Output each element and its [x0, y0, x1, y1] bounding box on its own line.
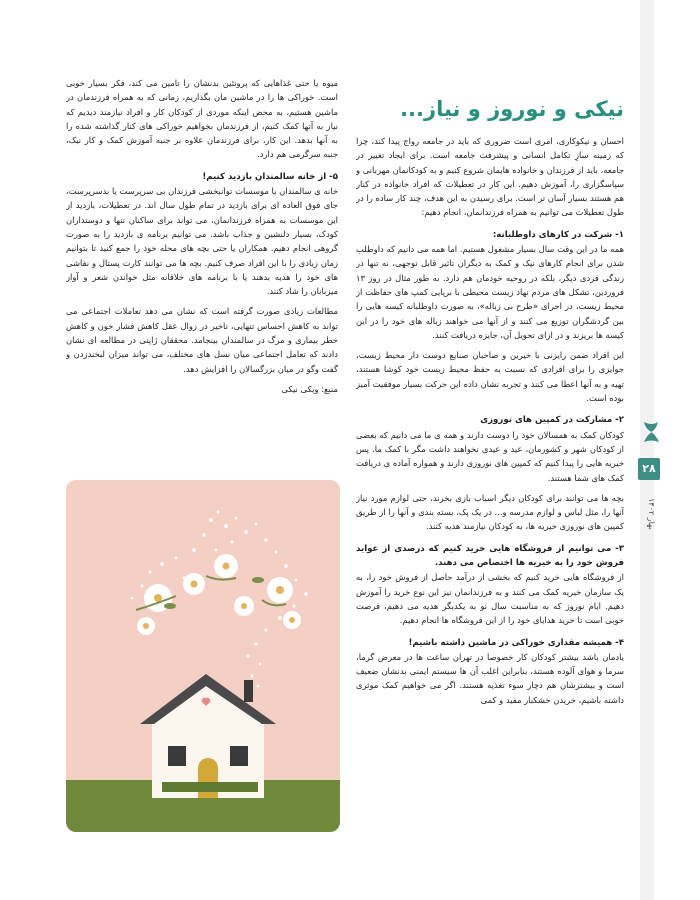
intro-paragraph: احسان و نیکوکاری، امری است ضروری که باید در جامعه رواج پیدا کند، چرا که زمینه سازِ تکامل انسانی و پیشرفت جامعه است. برای ایجاد تغییر در جامعه، باید از فرزندان و خانواده هایمان شروع کنیم و به کودکانمان مهربانی و سپاسگزاری را، آموزش دهیم. این کار در تعطیلات که افراد خانواده در کنار هم هستند بسیار آسان تر است. برای رسیدن به این هدف، چند کار ساده را در طول تعطیلات می توانیم به همراه فرزندانمان، انجام دهیم: — [356, 136, 624, 218]
issue-label: بهار ۱۴۰۲ — [647, 498, 656, 530]
left-column — [66, 76, 338, 476]
section-2-paragraph: کودکان کمک به همسالان خود را دوست دارند و همه ی ما می دانیم که بعضی از کودکان شهر و کشورمان، عید و عیدی نخواهند داشت مگر با کمک ما. پس خیریه هایی را پیدا کنیم که کمپین های نوروزی دارند و همواره آماده ی دریافت کمک های شما هستند. — [356, 429, 624, 483]
section-3-heading: ۳- می توانیم از فروشگاه هایی خرید کنیم که درصدی از عواید فروش خود را به خیریه ها اختصاص می دهند. — [356, 543, 624, 569]
page-number: ۲۸ — [638, 458, 660, 480]
section-2-heading: ۲- مشارکت در کمپین های نوروزی — [480, 415, 624, 426]
section-1-heading: ۱- شرکت در کارهای داوطلبانه: — [492, 229, 624, 240]
section-3-paragraph: از فروشگاه هایی خرید کنیم که بخشی از درآمد حاصل از فروش خود را، به یک سازمان خیریه کمک می کنند و به فرزندانمان نیز این نوع خرید را آموزش دهیم. ایام نوروز که به مناسبت سال نو به یکدیگر هدیه می دهیم، فرصت خوبی است تا خرید هدایای خود را از این فروشگاه ها انجام دهیم. — [356, 572, 624, 626]
right-column — [356, 86, 624, 886]
source-credit: منبع: ویکی نیکی — [281, 383, 338, 394]
magazine-logo-icon — [640, 418, 662, 452]
house-illustration — [66, 480, 340, 832]
house-flowers-image — [66, 480, 340, 832]
section-4-heading: ۴- همیشه مقداری خوراکی در ماشین داشته باشیم! — [408, 637, 624, 648]
section-5-heading: ۵- از خانه سالمندان بازدید کنیم! — [202, 171, 338, 182]
section-5-paragraph-2: مطالعات زیادی صورت گرفته است که نشان می دهد تعاملات اجتماعی می تواند به کاهش احساس تنهایی، تاخیر در زوال عقل کاهش فشار خون و کاهش خطر بیماری و مرگ در سالمندان بینجامد. محققان ژاپنی در مطالعه ای نشان دادند که تعامل اجتماعی میان نسل های مختلف، می تواند میزان لبخندزدن و گفت وگو در میان بزرگسالان را افزایش دهد. — [66, 306, 338, 374]
section-4-paragraph: یادمان باشد بیشتر کودکان کار خصوصا در تهران ساعت ها در معرض گرما، سرما و هوای آلوده هستند، بنابراین اغلب آن ها سیستم ایمنی بدنشان ضعیف است و بیشترشان هم دچار سوء تغذیه هستند. اگر می خواهیم کمک موثری داشته باشیم، خریدن خشکبار مفید و کمی — [356, 651, 624, 705]
section-1-paragraph: همه ما در این وقت سال بسیار مشغول هستیم. اما همه می دانیم که داوطلب شدن برای انجام کارهای نیک و کمک به دیگران تاثیر قابل توجهی، نه تنها در زندگی فردی دیگر، بلکه در روحیه خودمان هم دارد. به طور مثال در روز ۱۳ فروردین، تشکل های مردم نهاد زیست محیطی با برپایی کمپ های حفاظت از محیط زیست، در اجرای «طرح بی زباله»، به صورت داوطلبانه کیسه هایی را بین گردشگران توزیع می کنند و از آنها می خواهند زباله های خود را در این کیسه ها بریزند و در ازای تحویل آن، جایزه دریافت کنند. — [356, 244, 624, 340]
section-2-paragraph-2: بچه ها می توانند برای کودکان دیگر اسباب بازی بخرند، حتی لوازم مورد نیاز آنها را، مثل لباس و لوازم مدرسه و... در یک پک، بسته بندی و آنها را از طریق کمپین های نوروزی خیریه ها، به کودکان نیازمند هدیه کنند. — [356, 492, 624, 532]
section-5-paragraph: خانه ی سالمندان یا موسسات توانبخشی فرزندان بی سرپرست یا بدسرپرست، جای فوق العاده ای برای بازدید در تمام طول سال اند. در تعطیلات، بازدید از این موسسات به همراه فرزندانمان، می تواند برای ساکنان تنها و دوستداران کودک، بسیار دلنشین و جذاب باشد. می توانیم برنامه ی بازدید را به صورت گروهی انجام دهیم. همکاران یا حتی بچه های محله خود را جمع کنید تا بتوانیم زمان زیادی را با این افراد صرف کنیم. بچه ها می توانند کارت پستال و نقاشی های خود را هدیه بدهند یا با برنامه های خلاقانه مثل خواندن شعر و آواز میزبانان را شاد کنند. — [66, 186, 338, 297]
section-1-paragraph-2: این افراد ضمن رایزنی با خیرین و صاحبان صنایع دوست دار محیط زیست، جوایزی را برای افرادی که نسبت به حفظ محیط زیست خود کوشا هستند، تهیه و به آنها اعطا می کنند و تجربه نشان داده این حرکت بسیار موفقیت آمیز بوده است. — [356, 350, 624, 404]
article-title: نیکی و نوروز و نیاز... — [400, 97, 624, 121]
section-4-continued: میوه یا حتی غذاهایی که پروتئین بدنشان را تامین می کند، فکر بسیار خوبی است. خوراکی ها را در ماشین مان بگذاریم، زمانی که به همراه فرزندمان در ماشین هستیم، به محض اینکه موردی از کودکان کار و افراد نیازمند دیدیم که نیاز به آنها کمک کنیم، از فرزندمان بخواهیم خوراکی های کنار گذاشته شده را به آنها بدهد. این کار، برای فرزندمان علاوه بر جنبه آموزش کمک و کار نیک، جنبه سرگرمی هم دارد. — [66, 78, 338, 160]
